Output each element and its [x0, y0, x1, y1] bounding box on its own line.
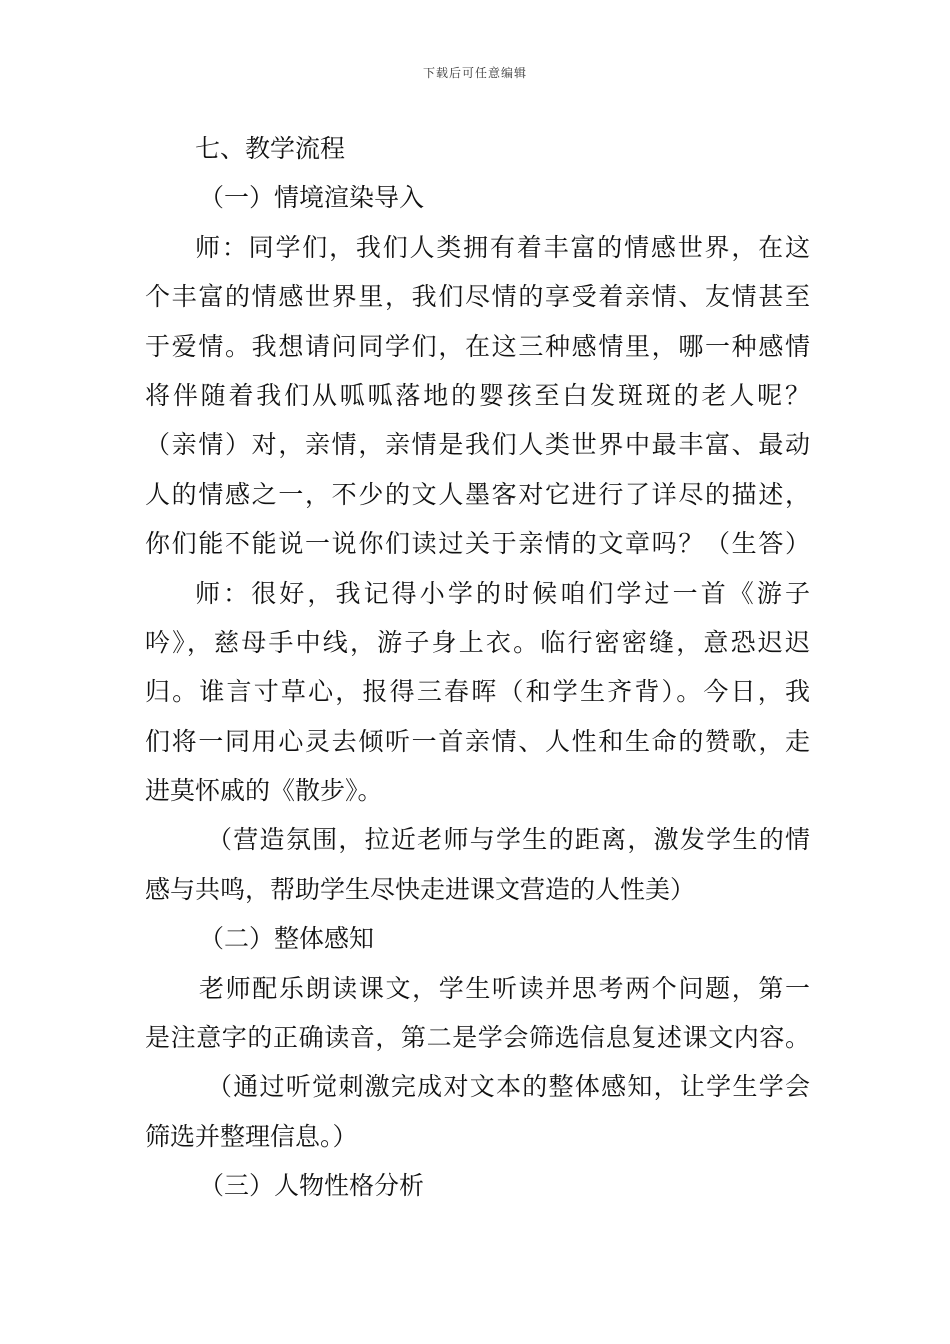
subsection-heading: （三）人物性格分析 — [199, 1171, 425, 1201]
note-line: 感与共鸣，帮助学生尽快走进课文营造的人性美） — [145, 874, 696, 904]
paragraph-line: 老师配乐朗读课文，学生听读并思考两个问题，第一 — [199, 973, 810, 1003]
page-header: 下载后可任意编辑 — [422, 66, 527, 80]
paragraph-line: 吟》，慈母手中线，游子身上衣。临行密密缝，意恐迟迟 — [145, 627, 810, 657]
note-line: （通过听觉刺激完成对文本的整体感知，让学生学会 — [207, 1072, 810, 1102]
note-line: 筛选并整理信息。） — [145, 1121, 358, 1151]
subsection-heading: （二）整体感知 — [199, 924, 375, 954]
paragraph-line: 师：同学们，我们人类拥有着丰富的情感世界，在这 — [195, 232, 810, 262]
note-line: （营造氛围，拉近老师与学生的距离，激发学生的情 — [207, 825, 810, 855]
document-body — [145, 124, 810, 1211]
paragraph-line: 们将一同用心灵去倾听一首亲情、人性和生命的赞歌，走 — [145, 726, 810, 756]
paragraph-line: 个丰富的情感世界里，我们尽情的享受着亲情、友情甚至 — [145, 282, 810, 312]
paragraph-line: 师：很好，我记得小学的时候咱们学过一首《游子 — [195, 578, 810, 608]
paragraph-line: 归。谁言寸草心，报得三春晖（和学生齐背）。今日，我 — [145, 677, 810, 707]
section-heading: 七、教学流程 — [195, 134, 346, 163]
paragraph-line: 将伴随着我们从呱呱落地的婴孩至白发斑斑的老人呢？ — [145, 380, 810, 410]
paragraph-line: （亲情）对，亲情，亲情是我们人类世界中最丰富、最动 — [145, 430, 810, 460]
paragraph-line: 进莫怀戚的《散步》。 — [145, 776, 383, 806]
subsection-heading: （一）情境渲染导入 — [199, 183, 425, 213]
paragraph-line: 人的情感之一，不少的文人墨客对它进行了详尽的描述， — [145, 479, 810, 509]
paragraph-line: 你们能不能说一说你们读过关于亲情的文章吗？（生答） — [145, 529, 810, 559]
paragraph-line: 于爱情。我想请问同学们，在这三种感情里，哪一种感情 — [145, 331, 810, 361]
paragraph-line: 是注意字的正确读音，第二是学会筛选信息复述课文内容。 — [145, 1023, 810, 1053]
